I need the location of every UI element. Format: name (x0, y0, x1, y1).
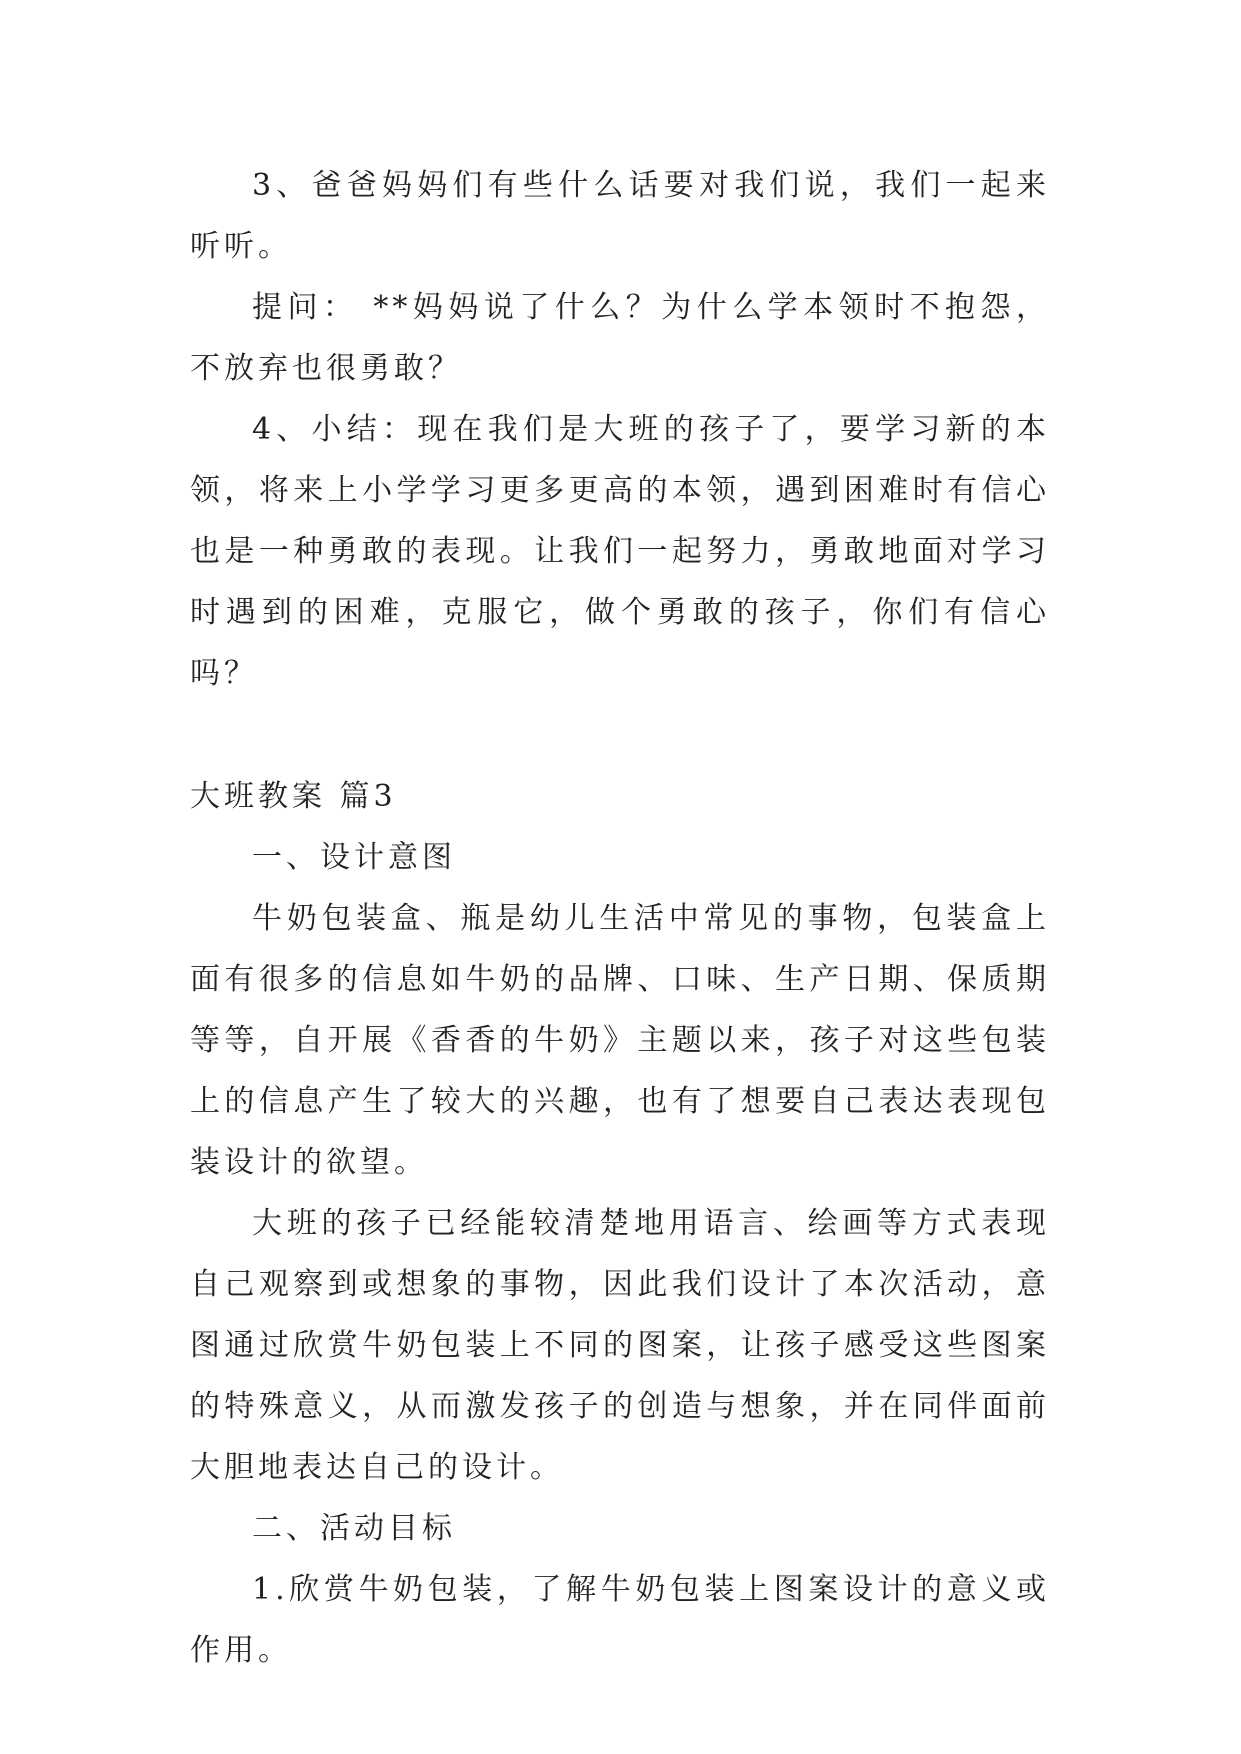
heading-design-intent: 一、设计意图 (252, 840, 456, 875)
heading-activity-goals: 二、活动目标 (252, 1511, 456, 1546)
section-title: 大班教案 篇3 (190, 779, 397, 814)
paragraph-design-intent-2: 大班的孩子已经能较清楚地用语言、绘画等方式表现自己观察到或想象的事物，因此我们设计了本次活动，意图通过欣赏牛奶包装上不同的图案，让孩子感受这些图案的特殊意义，从而激发孩子的创造与想象，并在同伴面前大胆地表达自己的设计。 (190, 1206, 1050, 1485)
paragraph-summary: 4、小结：现在我们是大班的孩子了，要学习新的本领，将来上小学学习更多更高的本领，遇到困难时有信心也是一种勇敢的表现。让我们一起努力，勇敢地面对学习时遇到的困难，克服它，做个勇敢的孩子，你们有信心吗？ (190, 412, 1050, 691)
paragraph-question: 提问： **妈妈说了什么？为什么学本领时不抱怨，不放弃也很勇敢？ (190, 290, 1050, 386)
section-spacer (190, 704, 1050, 766)
document-page (190, 155, 1050, 1681)
paragraph-goal-1: 1.欣赏牛奶包装，了解牛奶包装上图案设计的意义或作用。 (190, 1572, 1050, 1668)
paragraph-design-intent-1: 牛奶包装盒、瓶是幼儿生活中常见的事物，包装盒上面有很多的信息如牛奶的品牌、口味、生产日期、保质期等等，自开展《香香的牛奶》主题以来，孩子对这些包装上的信息产生了较大的兴趣，也有了想要自己表达表现包装设计的欲望。 (190, 901, 1050, 1180)
paragraph-listen: 3、爸爸妈妈们有些什么话要对我们说，我们一起来听听。 (190, 168, 1050, 264)
